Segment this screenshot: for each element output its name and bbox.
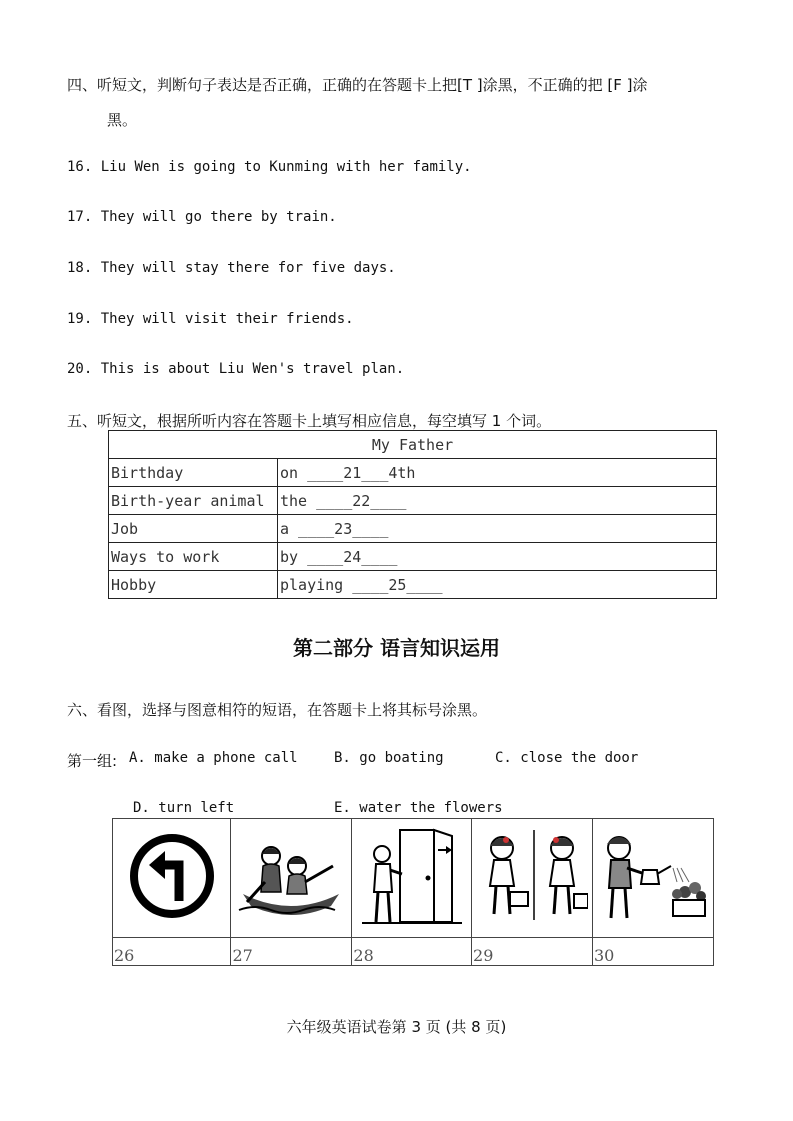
question-number: 16. (67, 159, 93, 175)
section5-instruction: 五、听短文，根据所听内容在答题卡上填写相应信息，每空填写 1 个词。 (67, 412, 552, 430)
picture-number: 30 (592, 938, 713, 966)
row-value: playing ____25____ (278, 571, 717, 599)
row-label: Hobby (109, 571, 278, 599)
picture-number-row (113, 938, 714, 966)
watering-flowers-icon (597, 826, 709, 926)
option-b: B. go boating (334, 750, 444, 766)
table-row (109, 487, 717, 515)
row-value: a ____23____ (278, 515, 717, 543)
row-value: the ____22____ (278, 487, 717, 515)
picture-cell (472, 819, 593, 938)
row-label: Job (109, 515, 278, 543)
phone-call-icon (476, 826, 588, 926)
question-number: 20. (67, 361, 93, 377)
boating-icon (235, 826, 347, 926)
picture-number: 28 (352, 938, 472, 966)
table-title-row (109, 431, 717, 459)
group-label: 第一组: (67, 752, 118, 770)
section6-instruction: 六、看图，选择与图意相符的短语，在答题卡上将其标号涂黑。 (67, 701, 488, 719)
question-text: Liu Wen is going to Kunming with her family. (100, 159, 472, 175)
option-d: D. turn left (133, 800, 235, 816)
row-label: Ways to work (109, 543, 278, 571)
row-value: on ____21___4th (278, 459, 717, 487)
picture-cell (592, 819, 713, 938)
row-value: by ____24____ (278, 543, 717, 571)
question-16 (67, 159, 472, 175)
picture-row (113, 819, 714, 938)
table-row (109, 543, 717, 571)
group-one-options (67, 750, 117, 771)
part2-heading: 第二部分 语言知识运用 (293, 636, 500, 660)
picture-number: 29 (472, 938, 593, 966)
question-number: 18. (67, 260, 93, 276)
table-row (109, 515, 717, 543)
picture-number: 27 (231, 938, 352, 966)
question-number: 17. (67, 209, 93, 225)
picture-table (112, 818, 714, 966)
section4-instruction-continued: 黑。 (107, 111, 138, 129)
picture-cell (352, 819, 472, 938)
row-label: Birthday (109, 459, 278, 487)
option-a: A. make a phone call (129, 750, 298, 766)
table-row (109, 571, 717, 599)
picture-cell (231, 819, 352, 938)
question-text: They will visit their friends. (100, 311, 354, 327)
question-19 (67, 311, 354, 327)
option-e: E. water the flowers (334, 800, 503, 816)
page-footer: 六年级英语试卷第 3 页 (共 8 页) (286, 1018, 507, 1036)
option-c: C. close the door (495, 750, 639, 766)
question-text: This is about Liu Wen's travel plan. (100, 361, 405, 377)
question-17 (67, 209, 337, 225)
question-20 (67, 361, 404, 377)
question-18 (67, 260, 396, 276)
question-number: 19. (67, 311, 93, 327)
row-label: Birth-year animal (109, 487, 278, 515)
picture-cell (113, 819, 231, 938)
section4-instruction: 四、听短文，判断句子表达是否正确，正确的在答题卡上把[T ]涂黑，不正确的把 [F ]涂 (67, 76, 648, 94)
table-row (109, 459, 717, 487)
table-title: My Father (109, 431, 717, 459)
turn-left-sign-icon (127, 831, 217, 921)
question-text: They will go there by train. (100, 209, 337, 225)
closing-door-icon (362, 822, 462, 930)
my-father-table (108, 430, 717, 599)
picture-number: 26 (113, 938, 231, 966)
question-text: They will stay there for five days. (100, 260, 396, 276)
